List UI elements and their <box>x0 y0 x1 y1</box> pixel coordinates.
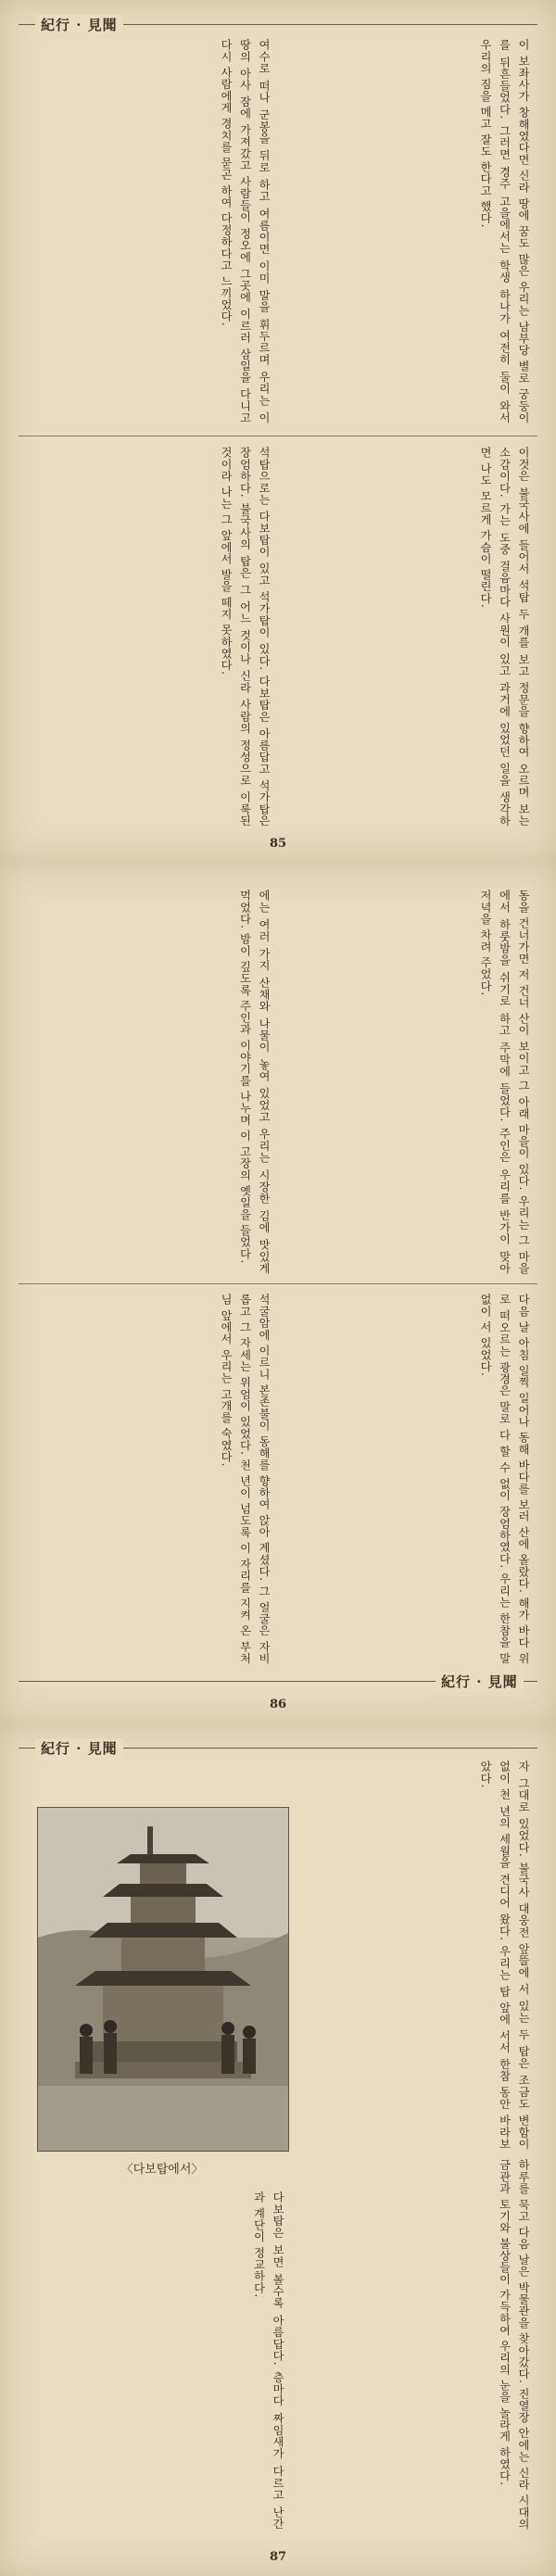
text-column: 동을 건너가면 저 건너 산이 보이고 그 아래 마을이 있다. 우리는 그 마을에서 하룻밤을 쉬기로 하고 주막에 들었다. 주인은 우리를 반가이 맞아 저녁을 차려 주었다. <box>479 890 530 1274</box>
photo-caption: 〈다보탑에서〉 <box>120 2163 204 2177</box>
section-header: 紀行 · 見聞 <box>35 1738 123 1758</box>
text-column: 석굴암에 이르니 본존불이 동해를 향하여 앉아 계셨다. 그 얼굴은 자비롭고 그 자세는 위엄이 있었다. 천 년이 넘도록 이 자리를 지켜 온 부처님 앞에서 우리는 고개를 숙였다. <box>220 1294 271 1664</box>
page-number: 85 <box>269 837 287 851</box>
page-87 <box>0 1724 556 2576</box>
page-number: 87 <box>269 2550 287 2564</box>
text-column: 하루를 묵고 다음 날은 박물관을 찾아갔다. 진열장 안에는 신라 시대의 금관과 토기와 불상들이 가득하여 우리의 눈을 놀라게 하였다. <box>498 2159 530 2530</box>
pagoda-illustration <box>38 1808 288 2151</box>
pagoda-photo <box>37 1807 289 2152</box>
text-column: 다음 날 아침 일찍 일어나 동해 바다를 보러 산에 올랐다. 해가 바다 위로 떠오르는 광경은 말로 다 할 수 없이 장엄하였다. 우리는 한참을 말없이 서 있었다. <box>479 1294 530 1664</box>
page-85 <box>0 0 556 862</box>
page-number: 86 <box>269 1698 287 1711</box>
text-column: 이것은 불국사에 들어서 석탑 두 개를 보고 정문을 향하여 오르며 보는 소감이다. 가는 도중 걸음마다 사원이 있고 과거에 있었던 일을 생각하면 나도 모르게 가슴이 떨린다. <box>479 447 530 827</box>
text-column: 이 보좌사가 창해였다면 신라 땅에 꿈도 많은 우리는 남부당 별로 궁둥이를 뒤흔들었다. 그러면 경주 고을에서는 학생 하나가 여전히 둘이 와서 우리의 짐을 메고 잘도 한다고 했다. <box>479 39 530 423</box>
text-column: 다보탑은 보면 볼수록 아름답다. 층마다 짜임새가 다르고 난간과 계단이 정교하다. <box>252 2191 284 2530</box>
text-column: 자 그대로 있었다. 불국사 대웅전 앞뜰에 서 있는 두 탑은 조금도 변함이 없이 천 년의 세월을 견디어 왔다. 우리는 탑 앞에 서서 한참 동안 바라보았다. <box>479 1761 530 2150</box>
text-column: 에는 여러 가지 산채와 나물이 놓여 있었고 우리는 시장한 김에 맛있게 먹었다. 밤이 깊도록 주인과 이야기를 나누며 이 고장의 옛일을 들었다. <box>238 890 271 1274</box>
section-header: 紀行 · 見聞 <box>436 1672 524 1691</box>
section-header: 紀行 · 見聞 <box>35 15 123 34</box>
page-86 <box>0 862 556 1724</box>
column-divider <box>19 1283 537 1284</box>
text-column: 여수로 떠나 군봉을 뒤로 하고 여름이면 이미 말을 휘두르며 우리는 이 땅의 아사 잠에 가져갔고 사람들이 정오에 그곳에 이르러 삼일을 다니고 다시 사람에게 경치를 묻곤 하여 다정하다고 느끼었다. <box>220 39 271 423</box>
text-column: 석탑으로는 다보탑이 있고 석가탑이 있다. 다보탑은 아름답고 석가탑은 장엄하다. 불국사의 탑은 그 어느 것이나 신라 사람의 정성으로 이룩된 것이라 나는 그 앞에서 발을 떼지 못하였다. <box>220 447 271 827</box>
